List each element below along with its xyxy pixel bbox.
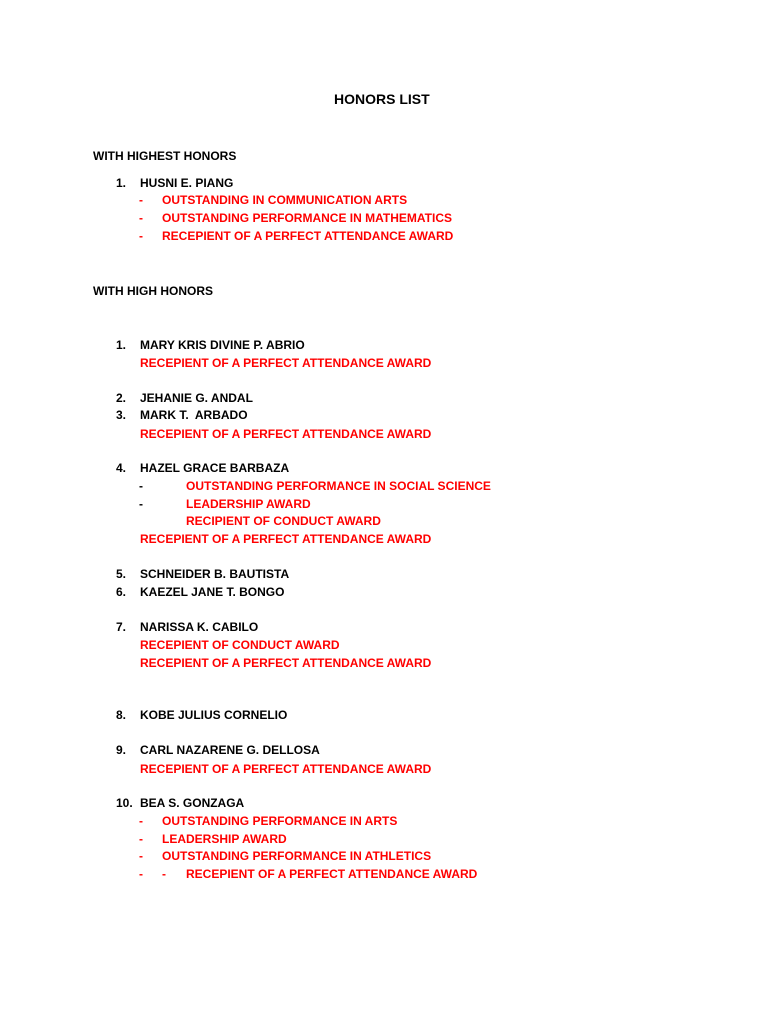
student-name: CARL NAZARENE G. DELLOSA (140, 743, 320, 757)
award-bullet: - (162, 867, 166, 881)
award-item: LEADERSHIP AWARD (162, 832, 287, 846)
award-item: RECEPIENT OF A PERFECT ATTENDANCE AWARD (140, 427, 432, 441)
award-bullet: - (139, 229, 143, 243)
student-name: NARISSA K. CABILO (140, 620, 259, 634)
award-item: RECEPIENT OF A PERFECT ATTENDANCE AWARD (186, 867, 478, 881)
page-title: HONORS LIST (334, 91, 430, 107)
student-name: HUSNI E. PIANG (140, 176, 234, 190)
list-number: 8. (116, 708, 127, 722)
award-item: RECEPIENT OF A PERFECT ATTENDANCE AWARD (140, 762, 432, 776)
award-item: RECEPIENT OF A PERFECT ATTENDANCE AWARD (140, 532, 432, 546)
list-number: 5. (116, 567, 127, 581)
list-number: 7. (116, 620, 127, 634)
award-item: OUTSTANDING PERFORMANCE IN MATHEMATICS (162, 211, 452, 225)
student-name: HAZEL GRACE BARBAZA (140, 461, 290, 475)
section-heading: WITH HIGH HONORS (93, 284, 213, 298)
student-name: MARY KRIS DIVINE P. ABRIO (140, 338, 305, 352)
award-item: OUTSTANDING PERFORMANCE IN ATHLETICS (162, 849, 432, 863)
list-number: 4. (116, 461, 127, 475)
award-item: OUTSTANDING PERFORMANCE IN SOCIAL SCIENCE (186, 479, 491, 493)
award-item: RECEPIENT OF A PERFECT ATTENDANCE AWARD (162, 229, 454, 243)
list-number: 10. (116, 796, 133, 810)
student-name: BEA S. GONZAGA (140, 796, 245, 810)
award-bullet: - (139, 867, 143, 881)
section-heading: WITH HIGHEST HONORS (93, 149, 237, 163)
list-number: 3. (116, 408, 127, 422)
award-item: RECEPIENT OF A PERFECT ATTENDANCE AWARD (140, 356, 432, 370)
list-number: 2. (116, 391, 127, 405)
award-item: RECIPIENT OF CONDUCT AWARD (186, 514, 381, 528)
student-name: KAEZEL JANE T. BONGO (140, 585, 285, 599)
student-name: MARK T. ARBADO (140, 408, 248, 422)
student-name: KOBE JULIUS CORNELIO (140, 708, 288, 722)
list-number: 6. (116, 585, 127, 599)
student-name: SCHNEIDER B. BAUTISTA (140, 567, 290, 581)
award-item: LEADERSHIP AWARD (186, 497, 311, 511)
award-item: RECEPIENT OF CONDUCT AWARD (140, 638, 340, 652)
award-item: OUTSTANDING IN COMMUNICATION ARTS (162, 193, 408, 207)
award-bullet: - (139, 832, 143, 846)
list-number: 1. (116, 338, 127, 352)
award-item: OUTSTANDING PERFORMANCE IN ARTS (162, 814, 398, 828)
award-bullet: - (139, 479, 143, 493)
award-bullet: - (139, 211, 143, 225)
award-item: RECEPIENT OF A PERFECT ATTENDANCE AWARD (140, 656, 432, 670)
list-number: 1. (116, 176, 127, 190)
award-bullet: - (139, 497, 143, 511)
student-name: JEHANIE G. ANDAL (140, 391, 253, 405)
list-number: 9. (116, 743, 127, 757)
award-bullet: - (139, 814, 143, 828)
award-bullet: - (139, 193, 143, 207)
award-bullet: - (139, 849, 143, 863)
